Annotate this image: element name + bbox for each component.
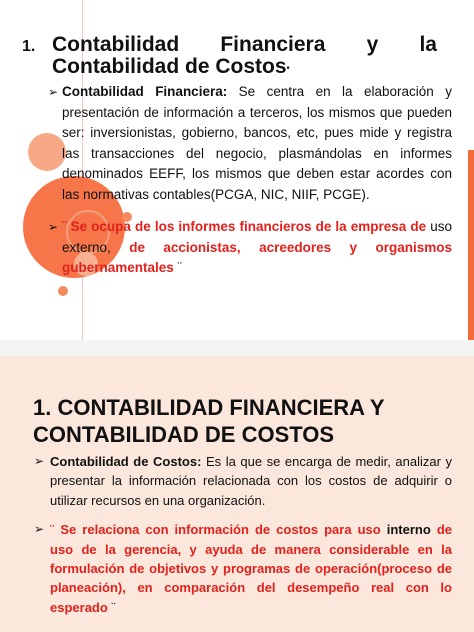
title-text: Contabilidad de Costos <box>52 55 287 78</box>
bullet-label: Contabilidad de Costos: <box>50 454 202 469</box>
title-word: Financiera <box>220 33 326 56</box>
title-dot-icon: ▪ <box>286 62 290 73</box>
bullet-label: Contabilidad Financiera: <box>62 84 228 99</box>
bullet-text: Se centra en la elaboración y presentación de información a terceros, los mismos que pueden ser: inversionistas, gobierno, bancos, etc, pues mide y registra las transacciones del negocio, plasmándolas en informes denominados EEFF, los mismos que deben estar acordes con las normativas contables(PCGA, NIC, NIIF, PCGE). <box>62 84 452 202</box>
bullet-bold-text: interno <box>380 522 431 538</box>
bullet-text: uso externo, <box>62 219 452 255</box>
bullet-red-text: ¨ Se relaciona con información de costos para uso <box>50 522 381 538</box>
title-number: 1. <box>22 38 36 55</box>
bullet-text: ¨ <box>107 599 116 615</box>
bullet-interno <box>34 520 452 617</box>
bullet-financiera <box>48 82 452 205</box>
slide-2 <box>0 356 474 632</box>
slide-2-title: 1. CONTABILIDAD FINANCIERA Y CONTABILIDAD DE COSTOS <box>33 395 385 447</box>
slide-divider <box>0 340 474 356</box>
bullet-text: ¨ <box>173 260 183 275</box>
bullet-text: Es la que se encarga de medir, analizar y presentar la información relacionada con los costos de adquirir o utilizar recursos en una organización. <box>50 454 453 508</box>
arrow-bullet-icon: ➢ <box>34 522 45 537</box>
title-word: Contabilidad <box>52 33 180 56</box>
bullet-red-text: de accionistas, acreedores y organismos gubernamentales <box>62 239 452 275</box>
title-word: y <box>366 33 379 56</box>
bullet-red-text: ¨ Se ocupa de los informes financieros de la empresa de <box>62 219 427 234</box>
arrow-bullet-icon: ➢ <box>34 454 45 468</box>
arrow-bullet-icon: ➢ <box>48 85 59 99</box>
title-word: la <box>419 33 437 56</box>
bullet-red-text: de uso de la gerencia, y ayuda de manera considerable en la formulación de objetivos y programas de operación(proceso de planeación), en comparación del desempeño real con lo esperado <box>50 522 452 615</box>
bullet-externo <box>48 217 452 279</box>
decorative-circle <box>28 133 66 171</box>
decorative-bar <box>468 150 474 340</box>
decorative-circle <box>58 286 68 296</box>
title-line-2 <box>52 56 290 78</box>
arrow-bullet-icon: ➢ <box>48 220 59 234</box>
slide-2-body <box>34 452 453 617</box>
bullet-costos <box>34 452 453 510</box>
title-line-1 <box>52 34 437 56</box>
slide-1-body <box>48 82 452 279</box>
